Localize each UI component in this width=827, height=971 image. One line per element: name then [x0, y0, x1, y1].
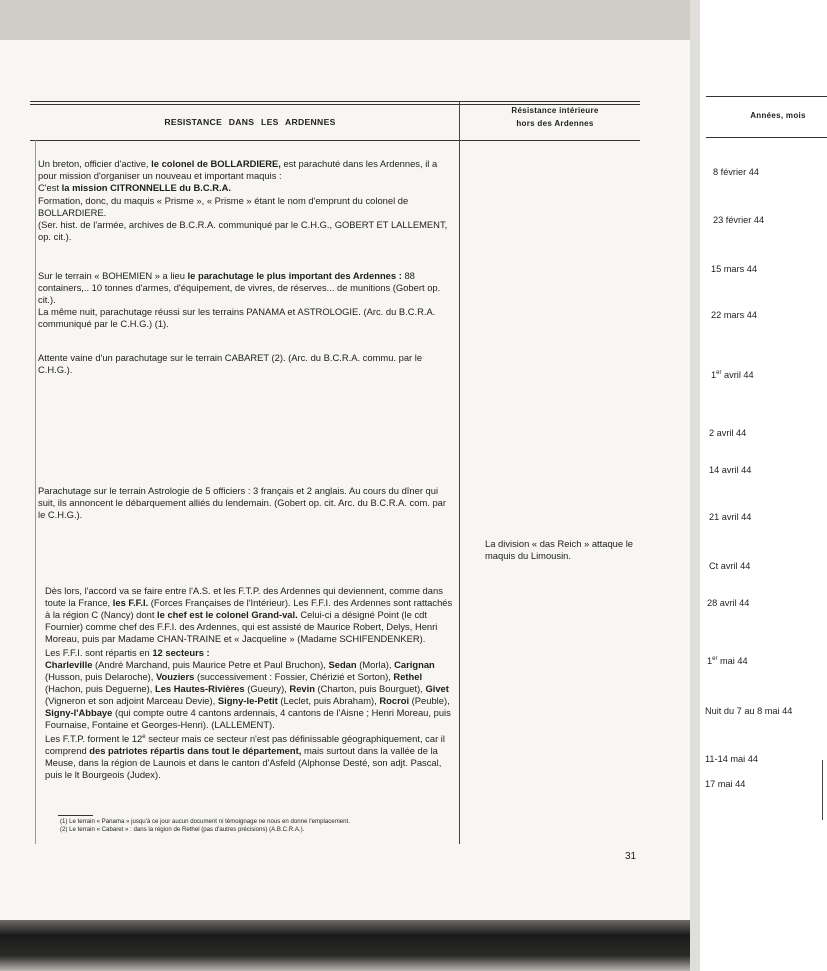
- scan-bottom-edge: [0, 920, 690, 971]
- scan-top-shadow: [0, 0, 690, 40]
- entry-astrologie: Parachutage sur le terrain Astrologie de 5 officiers : 3 français et 2 anglais. Au cours du dîner qui suit, ils annoncent le débarquement alliés du lendemain. (Gobert op. cit. Arc. du B.C.R.A. com. par le C.H.G.).: [38, 485, 447, 520]
- date-3: 15 mars 44: [711, 264, 757, 274]
- main-column-header: RESISTANCE DANS LES ARDENNES: [164, 117, 336, 127]
- date-4: 22 mars 44: [711, 310, 757, 320]
- column-divider-left: [459, 102, 460, 844]
- middle-column-header-line1: Résistance intérieure: [511, 106, 599, 115]
- date-14: 17 mai 44: [705, 779, 746, 789]
- header-bottom-rule: [30, 140, 640, 141]
- date-6: 2 avril 44: [709, 428, 747, 438]
- page-number: 31: [625, 851, 637, 862]
- footnote-rule: [58, 815, 93, 816]
- date-8: 21 avril 44: [709, 512, 752, 522]
- dates-header-bottom-rule: [706, 137, 827, 138]
- dates-column-header: Années, mois: [750, 111, 806, 120]
- header-top-rule-2: [30, 104, 640, 105]
- dates-header-top-rule: [706, 96, 827, 97]
- date-13: 11-14 mai 44: [705, 754, 758, 764]
- dates-column-strip: [690, 0, 827, 971]
- date-1: 8 février 44: [713, 167, 759, 177]
- entry-ffi-organisation: Dès lors, l'accord va se faire entre l'A.S. et les F.T.P. des Ardennes qui deviennent, comme dans toute la France, les F.F.I. (Forces Françaises de l'Intérieur). Les F.F.I. des Ardennes sont rattachés à la région C (Nancy) dont le chef est le colonel Grand-val. Celui-ci a désigné Point (le cdt Fournier) comme chef des F.F.I. des Ardennes, qui est assisté de Maurice Robert, Delys, Henri Moreau, puis par Madame CHAN-TRAINE et « Jacqueline » (Madame SCHIFENDENKER). Les F.F.I. sont répartis en 12 secteurs : Charleville (André Marchand, puis Maurice Petre et Paul Bruchon), Sedan (Morla), Carignan (Husson, puis Delaroche), Vouziers (successivement : Fossier, Chérizié et Sorton), Rethel (Hachon, puis Deguerne), Les Hautes-Rivières (Gueury), Revin (Charton, puis Bourguet), Givet (Vigneron et son adjoint Marceau Devie), Signy-le-Petit (Leclet, puis Abraham), Rocroi (Peuble), Signy-l'Abbaye (qui compte outre 4 cantons ardennais, 4 cantons de l'Aisne ; Henri Moreau, puis Fournaise, Fontaine et Georges-Henri). (LALLEMENT). Les F.T.P. forment le 12e secteur mais ce secteur n'est pas définissable géographiquement, car il comprend des patriotes répartis dans tout le département, mais surtout dans la vallée de la Meuse, dans la région de Launois et dans le canton d'Asfeld (Alphonse Desté, son adjt. Pascal, puis le lt Bourgeois (Judex).: [45, 585, 453, 780]
- date-9: Ct avril 44: [709, 561, 751, 571]
- header-top-rule: [30, 101, 640, 102]
- footnote-2: (2) Le terrain « Cabaret » : dans la région de Rethel (pas d'autres précisions) (A.B.C.R.A.).: [60, 826, 305, 833]
- dates-column-line: [822, 760, 823, 820]
- page-gutter: [690, 0, 700, 971]
- date-12: Nuit du 7 au 8 mai 44: [705, 706, 793, 716]
- middle-column-header-line2: hors des Ardennes: [516, 119, 594, 128]
- date-5: 1er avril 44: [711, 370, 754, 380]
- entry-das-reich: La division « das Reich » attaque le maquis du Limousin.: [485, 538, 634, 561]
- entry-cabaret: Attente vaine d'un parachutage sur le terrain CABARET (2). (Arc. du B.C.R.A. commu. par le C.H.G.).: [38, 352, 423, 375]
- date-2: 23 février 44: [713, 215, 765, 225]
- footnote-1: (1) Le terrain « Panama » jusqu'à ce jour aucun document ni témoignage ne nous en donne l'emplacement.: [60, 818, 350, 825]
- entry-bohemien: Sur le terrain « BOHEMIEN » a lieu le parachutage le plus important des Ardennes : 88 containers,.. 10 tonnes d'armes, d'équipement, de vivres, de réserves... de munitions (Gobert op. cit.). La même nuit, parachutage réussi sur les terrains PANAMA et ASTROLOGIE. (Arc. du B.C.R.A. communiqué par le C.H.G.) (1).: [38, 270, 441, 329]
- date-7: 14 avril 44: [709, 465, 752, 475]
- page-left-edge-line: [35, 140, 36, 844]
- date-10: 28 avril 44: [707, 598, 750, 608]
- entry-bollardiere: Un breton, officier d'active, le colonel de BOLLARDIERE, est parachuté dans les Ardennes, il a pour mission d'organiser un nouveau et important maquis : C'est la mission CITRONNELLE du B.C.R.A. Formation, donc, du maquis « Prisme », « Prisme » étant le nom d'emprunt du colonel de BOLLARDIERE. (Ser. hist. de l'armée, archives de B.C.R.A. communiqué par le C.H.G., GOBERT ET LALLEMENT, op. cit.).: [38, 158, 448, 242]
- date-11: 1er mai 44: [707, 656, 748, 666]
